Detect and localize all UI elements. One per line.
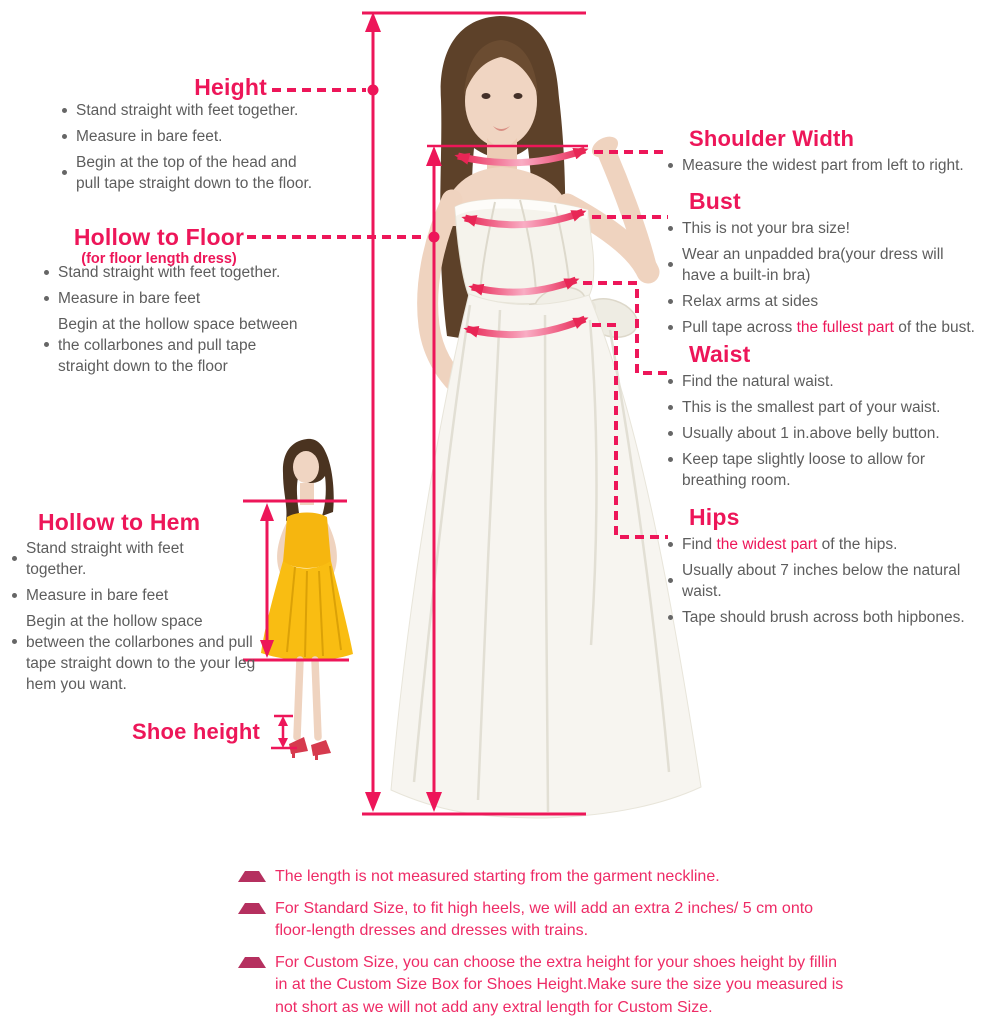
bullet-dot-icon: [668, 299, 673, 304]
bullet-dot-icon: [44, 270, 49, 275]
bullet-dot-icon: [44, 296, 49, 301]
list-item: [668, 244, 975, 286]
bullet-dot-icon: [12, 639, 17, 644]
bullet-dot-icon: [668, 615, 673, 620]
bullet-dot-icon: [62, 170, 67, 175]
eye-left: [482, 93, 491, 99]
bullet-line: Wear an unpadded bra(your dress will: [682, 246, 944, 263]
bullet-line: Stand straight with feet together.: [76, 102, 299, 119]
height-arrow-up-icon: [365, 12, 381, 32]
bullet-line: Relax arms at sides: [682, 293, 819, 310]
bullet-line: straight down to the floor: [58, 358, 228, 375]
bullet-line: Measure the widest part from left to right.: [682, 157, 964, 174]
list-item: [668, 155, 964, 176]
hollow-to-floor-bullets: [44, 262, 298, 382]
bullet-dot-icon: [668, 457, 673, 462]
note-item: [238, 952, 843, 1020]
bullet-dot-icon: [62, 134, 67, 139]
waist-title: Waist: [689, 341, 751, 367]
list-item: [668, 397, 940, 418]
list-item: [668, 317, 975, 338]
list-item: [62, 100, 312, 121]
hollow-to-floor-title: Hollow to Floor: [73, 224, 245, 250]
petite-legs: [297, 660, 318, 737]
bullet-dot-icon: [668, 262, 673, 267]
bullet-line: Begin at the hollow space between: [58, 316, 298, 333]
bullet-line: between the collarbones and pull: [26, 634, 253, 651]
bullet-dot-icon: [668, 542, 673, 547]
bullet-dot-icon: [668, 379, 673, 384]
note-line: not short as we will not add any extral length for Custom Size.: [275, 998, 713, 1016]
petite-face: [293, 451, 319, 483]
bullet-dot-icon: [668, 226, 673, 231]
note-item: [238, 898, 843, 943]
bullet-line: Stand straight with feet together.: [58, 264, 281, 281]
bust-title: Bust: [689, 188, 741, 214]
bullet-line: Tape should brush across both hipbones.: [682, 609, 965, 626]
hollow-arrow-up-icon: [426, 146, 442, 166]
bullet-line: Find the natural waist.: [682, 373, 834, 390]
bullet-line: Measure in bare feet: [26, 587, 169, 604]
hips-title: Hips: [689, 504, 740, 530]
notes-list: [238, 866, 843, 1024]
shoe-height-title: Shoe height: [132, 719, 261, 744]
bullet-line: together.: [26, 561, 87, 578]
list-item: [62, 152, 312, 194]
bullet-line: Measure in bare feet: [58, 290, 201, 307]
bullet-line: Keep tape slightly loose to allow for: [682, 451, 925, 468]
list-item: [668, 534, 965, 555]
bust-section: [668, 188, 975, 343]
yellow-bodice: [283, 513, 331, 569]
bullet-line: Pull tape across the fullest part of the bust.: [682, 319, 975, 336]
bullet-dot-icon: [668, 163, 673, 168]
bullet-line: Usually about 1 in.above belly button.: [682, 425, 940, 442]
bullet-dot-icon: [668, 578, 673, 583]
list-item: [12, 538, 255, 580]
height-title: Height: [194, 74, 267, 100]
bullet-line: hem you want.: [26, 676, 127, 693]
bullet-line: Begin at the hollow space: [26, 613, 203, 630]
bullet-line: the collarbones and pull tape: [58, 337, 257, 354]
note-line: floor-length dresses and dresses with trains.: [275, 922, 589, 939]
list-item: [44, 314, 298, 377]
bullet-line: Find the widest part of the hips.: [682, 536, 898, 553]
warning-triangle-icon: [238, 903, 266, 914]
bullet-dot-icon: [668, 405, 673, 410]
warning-triangle-icon: [238, 871, 266, 882]
note-line: in at the Custom Size Box for Shoes Height.Make sure the size you measured is: [275, 976, 844, 993]
highlight-text: the fullest part: [796, 319, 894, 336]
height-connector-dot: [368, 85, 379, 96]
height-bullets: [62, 100, 312, 199]
bullet-line: This is not your bra size!: [682, 220, 850, 237]
bullet-line: tape straight down to the your leg: [26, 655, 256, 672]
note-line: For Custom Size, you can choose the extra height for your shoes height by fillin: [275, 953, 838, 971]
note-item: [238, 866, 843, 889]
hollow-to-floor-header: [48, 224, 270, 267]
bullet-line: Begin at the top of the head and: [76, 154, 297, 171]
bullet-line: have a built-in bra): [682, 267, 811, 284]
main-model-figure: [391, 16, 701, 818]
bullet-line: waist.: [682, 583, 722, 600]
bullet-dot-icon: [12, 556, 17, 561]
list-item: [668, 423, 940, 444]
hollow-connector-dot: [429, 232, 440, 243]
hollow-to-hem-bullets: [12, 538, 255, 700]
list-item: [62, 126, 312, 147]
bullet-line: Measure in bare feet.: [76, 128, 223, 145]
list-item: [668, 218, 975, 239]
note-line: For Standard Size, to fit high heels, we will add an extra 2 inches/ 5 cm onto: [275, 899, 814, 917]
hollow-to-floor-subtitle: (for floor length dress): [81, 251, 237, 267]
list-item: [12, 611, 255, 695]
bullet-dot-icon: [668, 325, 673, 330]
bullet-dot-icon: [668, 431, 673, 436]
bullet-line: This is the smallest part of your waist.: [682, 399, 941, 416]
bullet-line: Stand straight with feet: [26, 540, 184, 557]
list-item: [668, 607, 965, 628]
shoulder-width-section: [668, 126, 964, 181]
bullet-dot-icon: [44, 342, 49, 347]
bullet-line: Usually about 7 inches below the natural: [682, 562, 961, 579]
shoulder-width-title: Shoulder Width: [689, 126, 855, 151]
warning-triangle-icon: [238, 957, 266, 968]
height-arrow-down-icon: [365, 792, 381, 812]
list-item: [44, 288, 298, 309]
hollow-to-hem-title: Hollow to Hem: [38, 509, 201, 535]
bullet-line: pull tape straight down to the floor.: [76, 175, 313, 192]
bullet-dot-icon: [62, 108, 67, 113]
bullet-line: breathing room.: [682, 472, 791, 489]
highlight-text: the widest part: [716, 536, 818, 553]
bullet-dot-icon: [12, 593, 17, 598]
list-item: [44, 262, 298, 283]
list-item: [668, 291, 975, 312]
list-item: [668, 560, 965, 602]
eye-right: [514, 93, 523, 99]
list-item: [668, 449, 940, 491]
petite-model-figure: [261, 439, 353, 760]
hips-section: [668, 504, 965, 633]
waist-section: [668, 341, 940, 496]
note-line: The length is not measured starting from the garment neckline.: [275, 868, 720, 885]
list-item: [668, 371, 940, 392]
list-item: [12, 585, 255, 606]
